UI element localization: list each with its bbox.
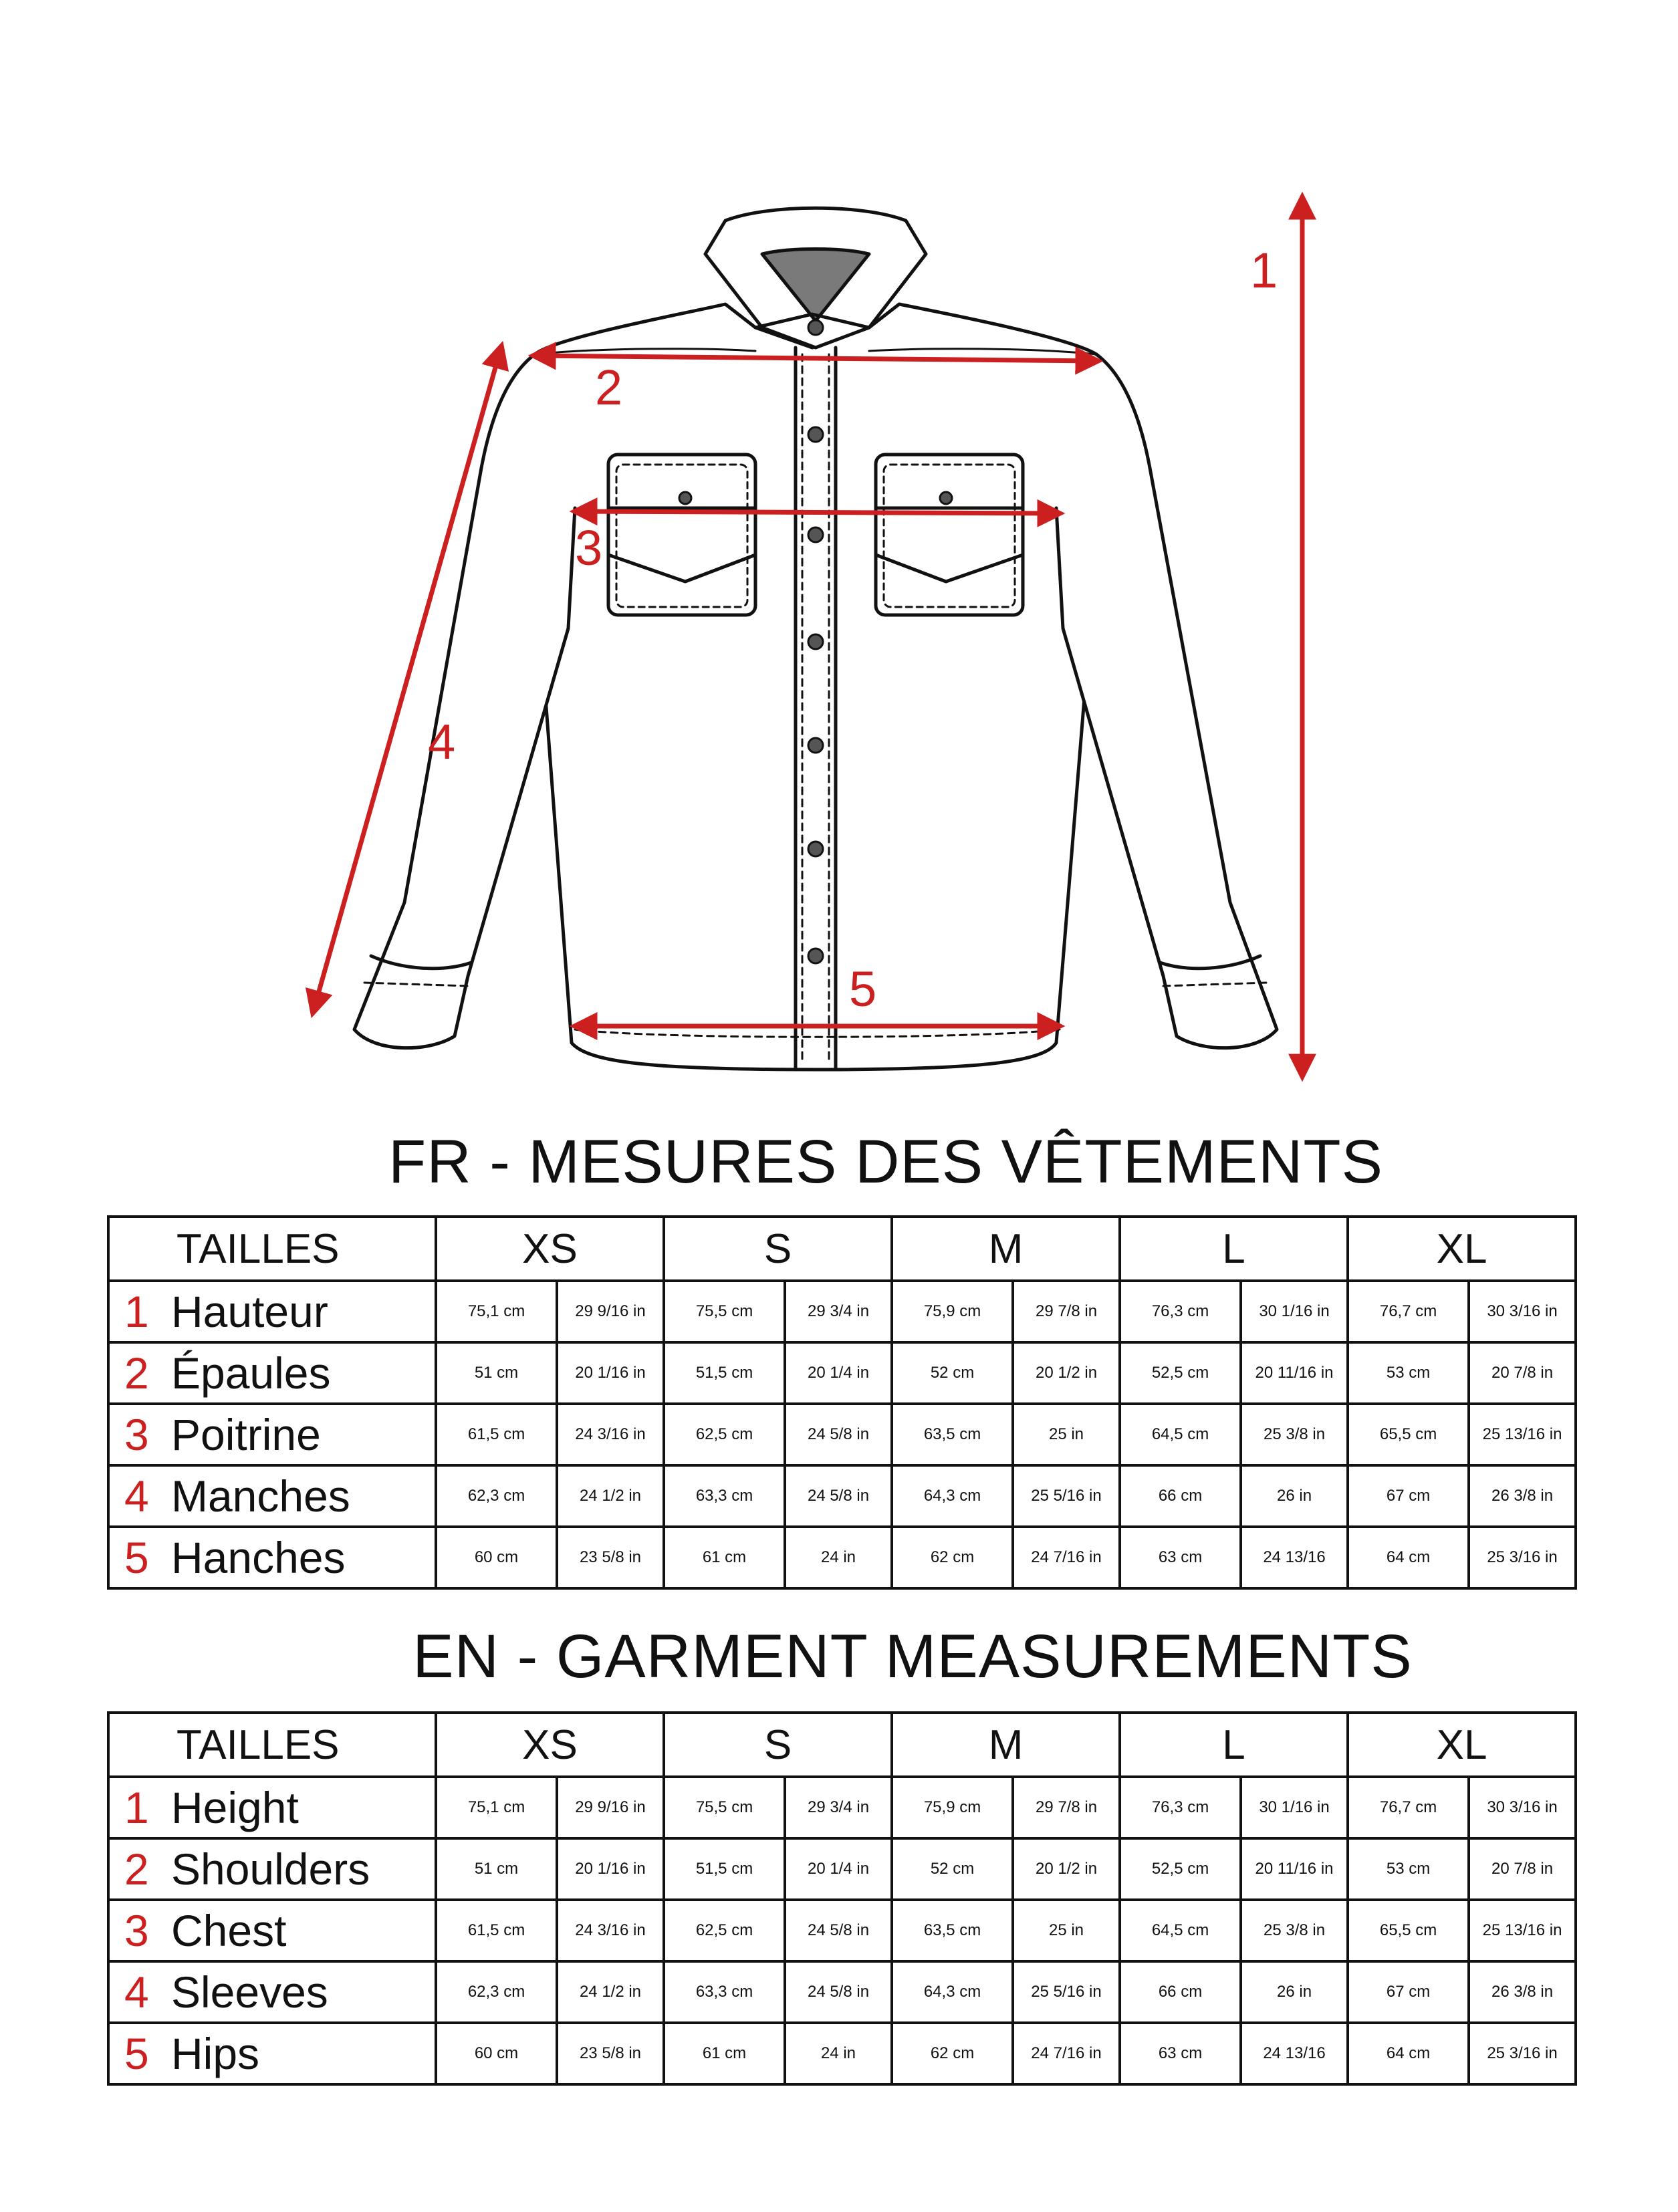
measurement-number: 4 xyxy=(124,1471,149,1521)
measurement-value-cell: 20 1/4 in xyxy=(785,1342,892,1404)
measurement-value-cell: 53 cm xyxy=(1348,1342,1469,1404)
measurement-value-cell: 63,5 cm xyxy=(892,1404,1013,1465)
table-row xyxy=(108,1900,1576,1961)
measurement-value-cell: 64,3 cm xyxy=(892,1961,1013,2023)
measurement-row-label xyxy=(108,1465,436,1527)
measurement-value-cell: 24 13/16 xyxy=(1241,2023,1348,2084)
sizes-header-label: TAILLES xyxy=(108,1217,436,1281)
measurement-value-cell: 26 in xyxy=(1241,1465,1348,1527)
measurement-value-cell: 20 11/16 in xyxy=(1241,1342,1348,1404)
measurement-value-cell: 75,9 cm xyxy=(892,1777,1013,1838)
measurement-value-cell: 66 cm xyxy=(1120,1961,1241,2023)
measurement-value-cell: 30 3/16 in xyxy=(1469,1281,1576,1342)
measurement-row-label xyxy=(108,2023,436,2084)
measurement-value-cell: 62,5 cm xyxy=(664,1404,785,1465)
measurement-name: Épaules xyxy=(171,1348,331,1398)
measurement-value-cell: 62,5 cm xyxy=(664,1900,785,1961)
measurement-value-cell: 76,7 cm xyxy=(1348,1777,1469,1838)
size-l-header: L xyxy=(1120,1713,1348,1777)
measurement-row-label xyxy=(108,1838,436,1900)
measurement-value-cell: 24 7/16 in xyxy=(1013,1527,1120,1588)
table-header-row xyxy=(108,1713,1576,1777)
measurement-value-cell: 20 1/4 in xyxy=(785,1838,892,1900)
measurement-value-cell: 64 cm xyxy=(1348,1527,1469,1588)
measurement-value-cell: 25 3/8 in xyxy=(1241,1900,1348,1961)
measurement-value-cell: 24 5/8 in xyxy=(785,1961,892,2023)
measurement-value-cell: 64,5 cm xyxy=(1120,1900,1241,1961)
measurement-name: Height xyxy=(171,1783,299,1832)
measurement-row-label xyxy=(108,1900,436,1961)
measurement-label-5: 5 xyxy=(849,961,877,1017)
measurement-value-cell: 25 in xyxy=(1013,1900,1120,1961)
measurement-value-cell: 52,5 cm xyxy=(1120,1342,1241,1404)
measurement-value-cell: 63,5 cm xyxy=(892,1900,1013,1961)
measurement-number: 5 xyxy=(124,2029,149,2078)
measurement-value-cell: 62 cm xyxy=(892,2023,1013,2084)
measurement-name: Hips xyxy=(171,2029,260,2078)
measurement-value-cell: 51,5 cm xyxy=(664,1342,785,1404)
table-row xyxy=(108,1777,1576,1838)
measurement-value-cell: 60 cm xyxy=(436,1527,557,1588)
measurement-value-cell: 61 cm xyxy=(664,1527,785,1588)
measurement-value-cell: 23 5/8 in xyxy=(557,2023,664,2084)
fr-section-title: FR - MESURES DES VÊTEMENTS xyxy=(388,1128,1383,1196)
measurement-label-2: 2 xyxy=(595,360,623,415)
measurement-value-cell: 61,5 cm xyxy=(436,1900,557,1961)
size-l-header: L xyxy=(1120,1217,1348,1281)
measurement-value-cell: 25 13/16 in xyxy=(1469,1404,1576,1465)
measurement-name: Shoulders xyxy=(171,1844,370,1894)
measurement-value-cell: 24 13/16 xyxy=(1241,1527,1348,1588)
table-row xyxy=(108,1404,1576,1465)
measurement-label-3: 3 xyxy=(575,520,603,576)
measurement-row-label xyxy=(108,1777,436,1838)
measurement-value-cell: 24 5/8 in xyxy=(785,1900,892,1961)
measurement-value-cell: 51 cm xyxy=(436,1342,557,1404)
measurement-value-cell: 29 3/4 in xyxy=(785,1281,892,1342)
measurement-number: 2 xyxy=(124,1348,149,1398)
measurement-value-cell: 52 cm xyxy=(892,1838,1013,1900)
measurement-value-cell: 62,3 cm xyxy=(436,1465,557,1527)
measurement-name: Manches xyxy=(171,1471,350,1521)
measurement-value-cell: 65,5 cm xyxy=(1348,1900,1469,1961)
measurement-row-label xyxy=(108,1961,436,2023)
sizes-header-label: TAILLES xyxy=(108,1713,436,1777)
table-row xyxy=(108,1342,1576,1404)
measurement-value-cell: 63 cm xyxy=(1120,1527,1241,1588)
measurement-value-cell: 64 cm xyxy=(1348,2023,1469,2084)
measurement-value-cell: 62,3 cm xyxy=(436,1961,557,2023)
measurement-value-cell: 62 cm xyxy=(892,1527,1013,1588)
table-row xyxy=(108,2023,1576,2084)
measurement-value-cell: 20 1/2 in xyxy=(1013,1838,1120,1900)
measurement-value-cell: 51 cm xyxy=(436,1838,557,1900)
measurement-value-cell: 30 1/16 in xyxy=(1241,1281,1348,1342)
size-xs-header: XS xyxy=(436,1217,664,1281)
measurement-value-cell: 30 3/16 in xyxy=(1469,1777,1576,1838)
measurement-number: 3 xyxy=(124,1906,149,1955)
measurement-value-cell: 65,5 cm xyxy=(1348,1404,1469,1465)
measurement-value-cell: 64,5 cm xyxy=(1120,1404,1241,1465)
measurement-value-cell: 25 13/16 in xyxy=(1469,1900,1576,1961)
measurement-value-cell: 24 3/16 in xyxy=(557,1900,664,1961)
measurement-value-cell: 25 5/16 in xyxy=(1013,1465,1120,1527)
measurement-value-cell: 23 5/8 in xyxy=(557,1527,664,1588)
measurement-name: Chest xyxy=(171,1906,287,1955)
en-section-title: EN - GARMENT MEASUREMENTS xyxy=(412,1622,1413,1691)
measurement-value-cell: 24 in xyxy=(785,1527,892,1588)
measurement-value-cell: 60 cm xyxy=(436,2023,557,2084)
measurement-value-cell: 61 cm xyxy=(664,2023,785,2084)
table-row xyxy=(108,1527,1576,1588)
measurement-label-1: 1 xyxy=(1250,243,1278,298)
measurement-value-cell: 67 cm xyxy=(1348,1465,1469,1527)
measurement-value-cell: 25 5/16 in xyxy=(1013,1961,1120,2023)
measurement-value-cell: 29 9/16 in xyxy=(557,1281,664,1342)
measurement-value-cell: 76,3 cm xyxy=(1120,1777,1241,1838)
measurement-value-cell: 52 cm xyxy=(892,1342,1013,1404)
en-measurement-table xyxy=(107,1711,1577,2086)
measurement-value-cell: 24 3/16 in xyxy=(557,1404,664,1465)
measurement-value-cell: 64,3 cm xyxy=(892,1465,1013,1527)
measurement-value-cell: 26 3/8 in xyxy=(1469,1961,1576,2023)
measurement-value-cell: 20 7/8 in xyxy=(1469,1342,1576,1404)
size-m-header: M xyxy=(892,1713,1120,1777)
measurement-value-cell: 61,5 cm xyxy=(436,1404,557,1465)
measurement-value-cell: 63,3 cm xyxy=(664,1465,785,1527)
measurement-value-cell: 66 cm xyxy=(1120,1465,1241,1527)
measurement-value-cell: 25 in xyxy=(1013,1404,1120,1465)
table-header-row xyxy=(108,1217,1576,1281)
size-xs-header: XS xyxy=(436,1713,664,1777)
measurement-value-cell: 67 cm xyxy=(1348,1961,1469,2023)
measurement-value-cell: 53 cm xyxy=(1348,1838,1469,1900)
measurement-number: 1 xyxy=(124,1783,149,1832)
measurement-value-cell: 24 in xyxy=(785,2023,892,2084)
size-xl-header: XL xyxy=(1348,1217,1576,1281)
measurement-value-cell: 63 cm xyxy=(1120,2023,1241,2084)
measurement-number: 5 xyxy=(124,1533,149,1582)
fr-measurement-table xyxy=(107,1215,1577,1590)
measurement-label-4: 4 xyxy=(428,714,456,769)
measurement-value-cell: 26 in xyxy=(1241,1961,1348,2023)
measurement-row-label xyxy=(108,1404,436,1465)
measurement-value-cell: 24 5/8 in xyxy=(785,1465,892,1527)
measurement-value-cell: 24 5/8 in xyxy=(785,1404,892,1465)
measurement-value-cell: 29 3/4 in xyxy=(785,1777,892,1838)
measurement-value-cell: 75,5 cm xyxy=(664,1281,785,1342)
measurement-value-cell: 29 7/8 in xyxy=(1013,1281,1120,1342)
measurement-value-cell: 52,5 cm xyxy=(1120,1838,1241,1900)
table-row xyxy=(108,1281,1576,1342)
measurement-value-cell: 24 1/2 in xyxy=(557,1465,664,1527)
measurement-value-cell: 29 7/8 in xyxy=(1013,1777,1120,1838)
measurement-value-cell: 76,7 cm xyxy=(1348,1281,1469,1342)
measurement-value-cell: 20 1/16 in xyxy=(557,1838,664,1900)
measurement-value-cell: 75,5 cm xyxy=(664,1777,785,1838)
measurement-name: Sleeves xyxy=(171,1967,328,2017)
measurement-value-cell: 26 3/8 in xyxy=(1469,1465,1576,1527)
table-row xyxy=(108,1838,1576,1900)
measurement-value-cell: 20 11/16 in xyxy=(1241,1838,1348,1900)
size-m-header: M xyxy=(892,1217,1120,1281)
measurement-value-cell: 76,3 cm xyxy=(1120,1281,1241,1342)
table-row xyxy=(108,1961,1576,2023)
measurement-value-cell: 24 7/16 in xyxy=(1013,2023,1120,2084)
arrow-3-chest xyxy=(575,511,1060,513)
measurement-value-cell: 75,1 cm xyxy=(436,1281,557,1342)
measurement-name: Hauteur xyxy=(171,1287,328,1336)
table-row xyxy=(108,1465,1576,1527)
size-xl-header: XL xyxy=(1348,1713,1576,1777)
measurement-name: Hanches xyxy=(171,1533,346,1582)
measurement-value-cell: 30 1/16 in xyxy=(1241,1777,1348,1838)
measurement-value-cell: 25 3/16 in xyxy=(1469,2023,1576,2084)
measurement-row-label xyxy=(108,1342,436,1404)
size-s-header: S xyxy=(664,1713,892,1777)
measurement-value-cell: 24 1/2 in xyxy=(557,1961,664,2023)
measurement-value-cell: 63,3 cm xyxy=(664,1961,785,2023)
measurement-number: 3 xyxy=(124,1410,149,1459)
measurement-value-cell: 29 9/16 in xyxy=(557,1777,664,1838)
size-s-header: S xyxy=(664,1217,892,1281)
measurement-number: 2 xyxy=(124,1844,149,1894)
measurement-row-label xyxy=(108,1527,436,1588)
measurement-name: Poitrine xyxy=(171,1410,321,1459)
measurement-number: 4 xyxy=(124,1967,149,2017)
measurement-value-cell: 51,5 cm xyxy=(664,1838,785,1900)
measurement-value-cell: 25 3/16 in xyxy=(1469,1527,1576,1588)
measurement-value-cell: 75,9 cm xyxy=(892,1281,1013,1342)
measurement-value-cell: 75,1 cm xyxy=(436,1777,557,1838)
measurement-number: 1 xyxy=(124,1287,149,1336)
measurement-value-cell: 25 3/8 in xyxy=(1241,1404,1348,1465)
measurement-value-cell: 20 1/16 in xyxy=(557,1342,664,1404)
measurement-value-cell: 20 7/8 in xyxy=(1469,1838,1576,1900)
measurement-row-label xyxy=(108,1281,436,1342)
measurement-value-cell: 20 1/2 in xyxy=(1013,1342,1120,1404)
